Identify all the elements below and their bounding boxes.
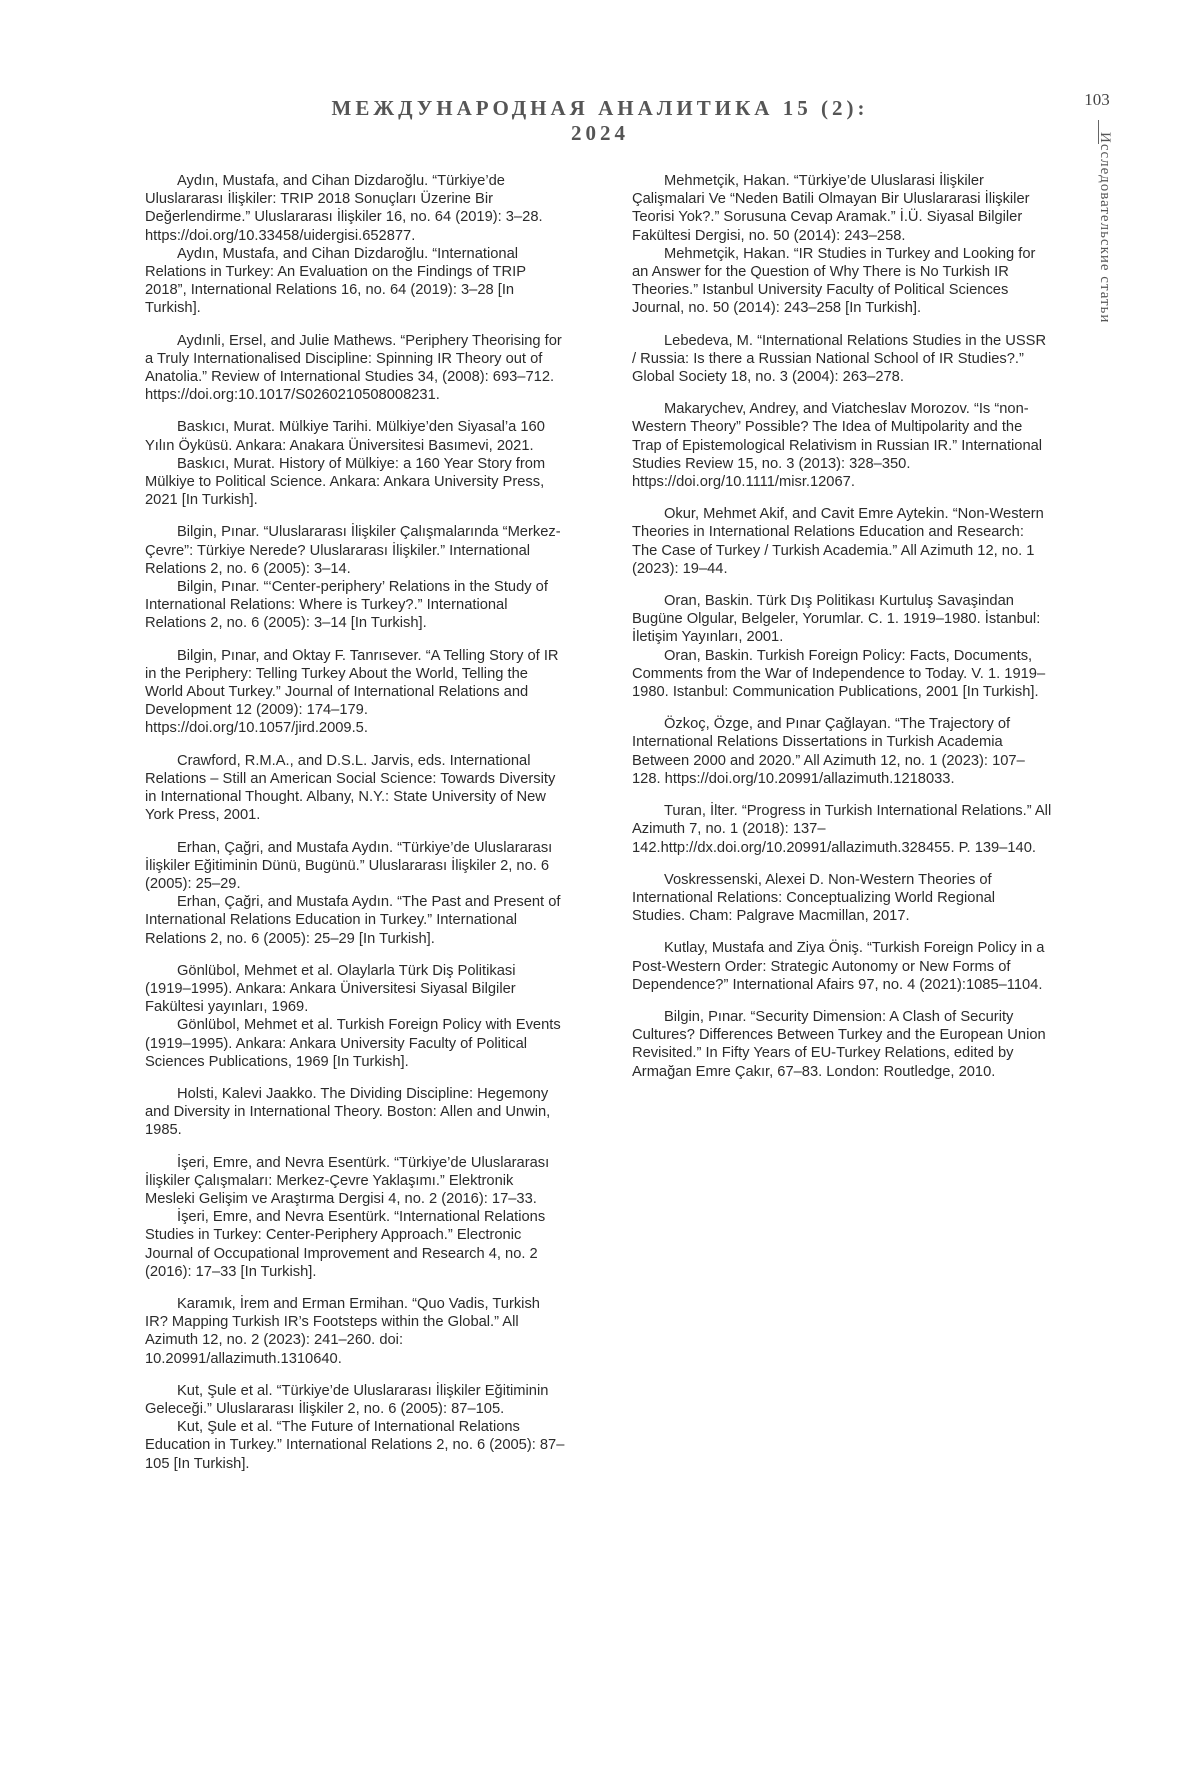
reference-group: [632, 871, 1052, 926]
reference-group: [632, 939, 1052, 994]
reference-group: [632, 400, 1052, 491]
reference-entry: Erhan, Çağri, and Mustafa Aydın. “The Past and Present of International Relations Education in Turkey.” International Relations 2, no. 6 (2005): 25–29 [In Turkish].: [145, 894, 561, 947]
reference-group: [145, 647, 565, 738]
reference-group: [145, 1085, 565, 1140]
page-number: 103: [1084, 90, 1110, 109]
reference-entry: Aydınli, Ersel, and Julie Mathews. “Periphery Theorising for a Truly Internationalised Discipline: Spinning IR Theory out of Anatolia.” Review of International Studies 34, (2008): 693–712. https://doi.org:10.1017/S0260210508008231.: [145, 332, 562, 404]
reference-entry: Erhan, Çağri, and Mustafa Aydın. “Türkiye’de Uluslararası İlişkiler Eğitiminin Dünü, Bugünü.” Uluslararası İlişkiler 2, no. 6 (2005): 25–29.: [145, 839, 553, 892]
reference-entry: Lebedeva, M. “International Relations Studies in the USSR / Russia: Is there a Russian National School of IR Studies?.” Global Society 18, no. 3 (2004): 263–278.: [632, 332, 1047, 386]
reference-entry: Baskıcı, Murat. Mülkiye Tarihi. Mülkiye’den Siyasal’a 160 Yılın Öyküsü. Ankara: Anakara Üniversitesi Basımevi, 2021.: [145, 419, 545, 454]
running-header: МЕЖДУНАРОДНАЯ АНАЛИТИКА 15 (2): 2024: [331, 96, 869, 145]
reference-entry: Kut, Şule et al. “Türkiye’de Uluslararası İlişkiler Eğitiminin Geleceği.” Uluslararası İlişkiler 2, no. 6 (2005): 87–105.: [145, 1382, 549, 1417]
reference-entry: Aydın, Mustafa, and Cihan Dizdaroğlu. “Türkiye’de Uluslararası İlişkiler: TRIP 2018 Sonuçları Üzerine Bir Değerlendirme.” Uluslararası İlişkiler 16, no. 64 (2019): 3–28. https://doi.org/10.33458/uidergisi.652877.: [145, 173, 543, 244]
reference-group: [145, 332, 565, 405]
section-label: Исследовательские статьи: [1097, 132, 1113, 324]
reference-entry: Bilgin, Pınar. “‘Center-periphery’ Relations in the Study of International Relations: Where is Turkey?.” International Relations 2, no. 6 (2005): 3–14 [In Turkish].: [145, 579, 548, 632]
reference-entry: Bilgin, Pınar. “Uluslararası İlişkiler Çalışmalarında “Merkez-Çevre”: Türkiye Nerede? Uluslararası İlişkiler.” International Relations 2, no. 6 (2005): 3–14.: [145, 524, 561, 577]
reference-entry: Oran, Baskin. Turkish Foreign Policy: Facts, Documents, Comments from the War of Independence to Today. V. 1. 1919–1980. Istanbul: Communication Publications, 2001 [In Turkish].: [632, 647, 1046, 701]
reference-entry: Kut, Şule et al. “The Future of International Relations Education in Turkey.” International Relations 2, no. 6 (2005): 87–105 [In Turkish].: [145, 1419, 565, 1472]
reference-entry: Holsti, Kalevi Jaakko. The Dividing Discipline: Hegemony and Diversity in International Theory. Boston: Allen and Unwin, 1985.: [145, 1085, 551, 1139]
reference-group: [632, 505, 1052, 578]
reference-group: [145, 752, 565, 825]
reference-entry: Makarychev, Andrey, and Viatcheslav Morozov. “Is “non-Western Theory” Possible? The Idea of Multipolarity and the Trap of Epistemological Relativism in Russian IR.” International Studies Review 15, no. 3 (2013): 328–350. https://doi.org/10.1111/misr.12067.: [632, 401, 1043, 491]
references-right-column: [632, 172, 1052, 1095]
reference-group: [632, 715, 1052, 788]
reference-group: [145, 1154, 565, 1281]
reference-group: [145, 962, 565, 1071]
reference-group: [145, 172, 565, 318]
reference-group: [145, 1382, 565, 1473]
reference-entry: Gönlübol, Mehmet et al. Olaylarla Türk Diş Politikasi (1919–1995). Ankara: Ankara Üniversitesi Siyasal Bilgiler Fakültesi yayınları, 1969.: [145, 962, 516, 1016]
reference-group: [632, 172, 1052, 318]
references-left-column: [145, 172, 565, 1487]
reference-group: [145, 523, 565, 632]
reference-entry: Kutlay, Mustafa and Ziya Öniş. “Turkish Foreign Policy in a Post-Western Order: Strategic Autonomy or New Forms of Dependence?” International Afairs 97, no. 4 (2021):1085–1104.: [632, 940, 1045, 993]
reference-entry: İşeri, Emre, and Nevra Esentürk. “International Relations Studies in Turkey: Center-Periphery Approach.” Electronic Journal of Occupational Improvement and Research 4, no. 2 (2016): 17–33 [In Turkish].: [145, 1209, 546, 1280]
reference-entry: Turan, İlter. “Progress in Turkish International Relations.” All Azimuth 7, no. 1 (2018): 137–142.http://dx.doi.org/10.20991/allazimuth.328455. P. 139–140.: [632, 803, 1052, 856]
reference-group: [632, 802, 1052, 857]
reference-entry: Karamık, İrem and Erman Ermihan. “Quo Vadis, Turkish IR? Mapping Turkish IR’s Footsteps within the Global.” All Azimuth 12, no. 2 (2023): 241–260. doi: 10.20991/allazimuth.1310640.: [145, 1295, 540, 1367]
reference-entry: Mehmetçik, Hakan. “IR Studies in Turkey and Looking for an Answer for the Question of Why There is No Turkish IR Theories.” Istanbul University Faculty of Political Sciences Journal, no. 50 (2014): 243–258 [In Turkish].: [632, 245, 1036, 317]
reference-entry: Gönlübol, Mehmet et al. Turkish Foreign Policy with Events (1919–1995). Ankara: Ankara University Faculty of Political Sciences Publications, 1969 [In Turkish].: [145, 1017, 561, 1070]
reference-entry: Crawford, R.M.A., and D.S.L. Jarvis, eds. International Relations – Still an American Social Science: Towards Diversity in International Thought. Albany, N.Y.: State University of New York Press, 2001.: [145, 752, 556, 824]
reference-entry: Voskressenski, Alexei D. Non-Western Theories of International Relations: Conceptualizing World Regional Studies. Cham: Palgrave Macmillan, 2017.: [632, 871, 996, 925]
reference-group: [145, 418, 565, 509]
reference-entry: Bilgin, Pınar, and Oktay F. Tanrısever. “A Telling Story of IR in the Periphery: Telling Turkey About the World, Telling the World About Turkey.” Journal of International Relations and Development 12 (2009): 174–179. https://doi.org/10.1057/jird.2009.5.: [145, 647, 559, 737]
reference-group: [632, 592, 1052, 701]
reference-group: [145, 1295, 565, 1368]
reference-entry: Baskıcı, Murat. History of Mülkiye: a 160 Year Story from Mülkiye to Political Science. Ankara: Ankara University Press, 2021 [In Turkish].: [145, 455, 546, 509]
reference-entry: İşeri, Emre, and Nevra Esentürk. “Türkiye’de Uluslararası İlişkiler Çalışmaları: Merkez-Çevre Yaklaşımı.” Elektronik Mesleki Gelişim ve Araştırma Dergisi 4, no. 2 (2016): 17–33.: [145, 1154, 550, 1207]
reference-group: [145, 839, 565, 948]
reference-group: [632, 332, 1052, 387]
reference-entry: Oran, Baskin. Türk Dış Politikası Kurtuluş Savaşindan Bugüne Olgular, Belgeler, Yorumlar. C. 1. 1919–1980. İstanbul: İletişim Yayınları, 2001.: [632, 593, 1041, 646]
reference-entry: Okur, Mehmet Akif, and Cavit Emre Aytekin. “Non-Western Theories in International Relations Education and Research: The Case of Turkey / Turkish Academia.” All Azimuth 12, no. 1 (2023): 19–44.: [632, 506, 1044, 577]
reference-entry: Aydın, Mustafa, and Cihan Dizdaroğlu. “International Relations in Turkey: An Evaluation on the Findings of TRIP 2018”, International Relations 16, no. 64 (2019): 3–28 [In Turkish].: [145, 245, 526, 317]
reference-entry: Mehmetçik, Hakan. “Türkiye’de Uluslarasi İlişkiler Çalişmalari Ve “Neden Batili Olmayan Bir Uluslararasi İlişkiler Teorisi Yok?.” Sorusuna Cevap Aramak.” İ.Ü. Siyasal Bilgiler Fakültesi Dergisi, no. 50 (2014): 243–258.: [632, 173, 1030, 244]
reference-group: [632, 1008, 1052, 1081]
reference-entry: Özkoç, Özge, and Pınar Çağlayan. “The Trajectory of International Relations Dissertations in Turkish Academia Between 2000 and 2020.” All Azimuth 12, no. 1 (2023): 107–128. https://doi.org/10.20991/allazimuth.1218033.: [632, 716, 1025, 787]
reference-entry: Bilgin, Pınar. “Security Dimension: A Clash of Security Cultures? Differences Between Turkey and the European Union Revisited.” In Fifty Years of EU-Turkey Relations, edited by Armağan Emre Çakır, 67–83. London: Routledge, 2010.: [632, 1008, 1046, 1080]
